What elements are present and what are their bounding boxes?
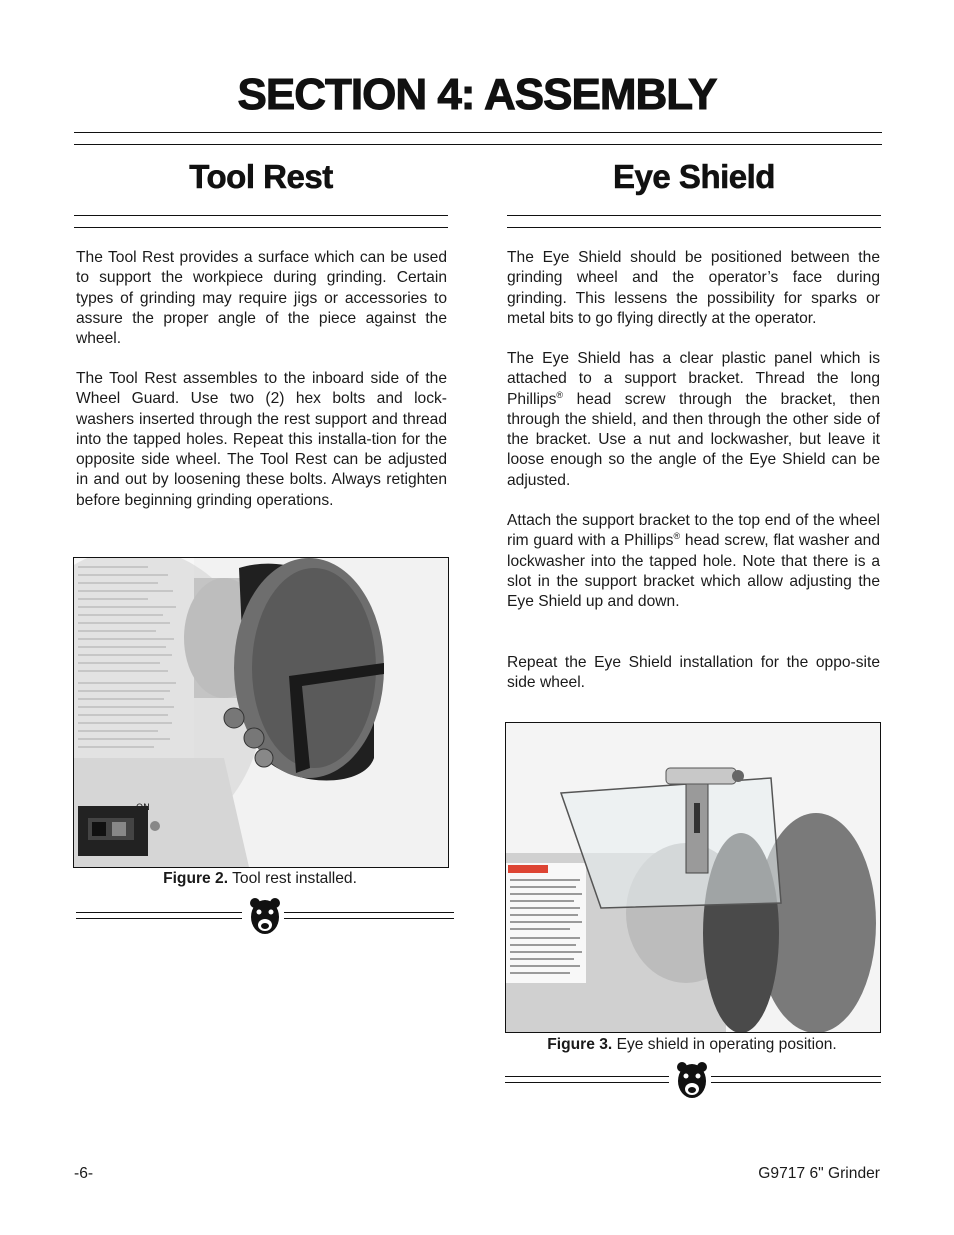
figure-2-label: Figure 2. <box>163 870 229 887</box>
eye-shield-paragraph-3-part-2: head screw, flat washer and lockwasher into the tapped hole. Note that there is a slot in the support bracket which allow adjusting the Eye Shield up and down. <box>507 532 880 611</box>
eye-shield-paragraph-2-part-1: The Eye Shield has a clear plastic panel which is attached to a support bracket. Thread the long Phillips <box>507 350 880 408</box>
bear-logo-icon <box>248 896 282 936</box>
eye-shield-paragraph-3-part-1: Attach the support bracket to the top end of the wheel rim guard with a Phillips <box>507 512 880 550</box>
registered-mark: ® <box>673 531 681 542</box>
figure-3-divider <box>505 1068 881 1108</box>
figure-3-caption-text: Eye shield in operating position. <box>616 1036 837 1053</box>
figure-2-divider <box>76 904 454 944</box>
section-title: SECTION 4: ASSEMBLY <box>237 70 717 119</box>
eye-shield-paragraph-2 <box>507 349 880 491</box>
figure-2-caption <box>73 870 447 888</box>
eye-shield-paragraph-1: The Eye Shield should be positioned between the grinding wheel and the operator’s face during grinding. This lessens the possibility for sparks or metal bits to go flying directly at the operator. <box>507 249 880 327</box>
eye-shield-rule-1 <box>507 215 881 216</box>
figure-3-label: Figure 3. <box>547 1036 613 1053</box>
figure-2-photo <box>73 557 449 868</box>
figure-3-photo <box>505 722 881 1033</box>
eye-shield-illustration <box>506 723 880 1032</box>
tool-rest-rule-1 <box>74 215 448 216</box>
switch-on-label: ON <box>136 803 150 813</box>
eye-shield-rule-2 <box>507 227 881 228</box>
eye-shield-heading: Eye Shield <box>613 158 775 195</box>
title-rule-top <box>74 132 882 133</box>
eye-shield-paragraph-3 <box>507 511 880 612</box>
tool-rest-rule-2 <box>74 227 448 228</box>
tool-rest-illustration <box>74 558 448 867</box>
tool-rest-paragraph-2: The Tool Rest assembles to the inboard side of the Wheel Guard. Use two (2) hex bolts and lock-washers inserted through the rest support and thread into the tapped holes. Repeat this installa-tion for the opposite side wheel. The Tool Rest can be adjusted in and out by loosening these bolts. Always retighten before beginning grinding operations. <box>76 370 447 509</box>
eye-shield-paragraph-4: Repeat the Eye Shield installation for the oppo-site side wheel. <box>507 654 880 692</box>
page-number: -6- <box>74 1165 94 1182</box>
figure-3-caption <box>505 1036 879 1054</box>
footer-model: G9717 6" Grinder <box>758 1165 880 1182</box>
eye-shield-paragraph-2-part-2: head screw through the bracket, then through the shield, and then through the other side of the bracket. Use a nut and lockwasher, but leave it loose enough so the angle of the Eye Shield can be adjusted. <box>507 390 880 489</box>
tool-rest-paragraph-1: The Tool Rest provides a surface which can be used to support the workpiece during grinding. Certain types of grinding may require jigs or accessories to assure the proper angle of the piece against the wheel. <box>76 249 447 348</box>
registered-mark: ® <box>556 389 564 400</box>
title-rule-bottom <box>74 144 882 145</box>
tool-rest-heading: Tool Rest <box>189 158 333 195</box>
figure-2-caption-text: Tool rest installed. <box>232 870 357 887</box>
bear-logo-icon <box>675 1060 709 1100</box>
